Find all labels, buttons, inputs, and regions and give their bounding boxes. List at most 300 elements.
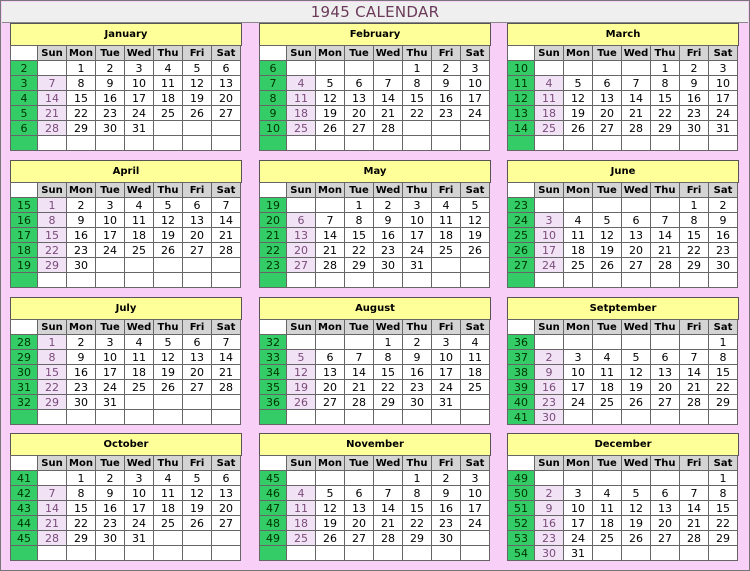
sunday-date-cell: 16 (535, 380, 564, 395)
sunday-date-cell: 27 (287, 258, 316, 273)
week-row (260, 106, 490, 121)
date-cell: 30 (96, 531, 125, 546)
date-cell: 23 (432, 516, 461, 531)
date-cell: 4 (432, 198, 461, 213)
date-cell: 12 (593, 228, 622, 243)
date-cell: 25 (154, 516, 183, 531)
week-number: 47 (260, 501, 287, 516)
weekday-label: Mon (67, 320, 96, 335)
empty-cell (461, 546, 490, 561)
weekday-label: Thu (651, 46, 680, 61)
date-cell: 25 (125, 243, 154, 258)
week-number: 18 (11, 243, 38, 258)
date-cell: 21 (680, 516, 709, 531)
date-cell: 14 (212, 213, 241, 228)
week-row (508, 395, 738, 410)
date-cell: 30 (67, 258, 96, 273)
date-cell: 10 (564, 501, 593, 516)
date-cell: 21 (374, 106, 403, 121)
week-row (508, 516, 738, 531)
date-cell: 20 (622, 243, 651, 258)
date-cell: 20 (345, 516, 374, 531)
sunday-date-cell: 22 (38, 243, 67, 258)
weekday-label: Fri (432, 46, 461, 61)
date-cell: 31 (96, 395, 125, 410)
weekday-label: Mon (564, 183, 593, 198)
week-number (11, 410, 38, 425)
week-row (11, 91, 241, 106)
date-cell: 26 (316, 531, 345, 546)
sunday-date-cell: 11 (287, 501, 316, 516)
date-cell: 22 (651, 106, 680, 121)
week-row (508, 198, 738, 213)
date-cell: 2 (67, 198, 96, 213)
date-cell: 24 (709, 106, 738, 121)
weekday-label: Sat (461, 320, 490, 335)
date-cell: 24 (125, 106, 154, 121)
week-number: 45 (260, 471, 287, 486)
date-cell: 2 (709, 198, 738, 213)
week-number: 32 (260, 335, 287, 350)
date-cell: 24 (125, 516, 154, 531)
weekday-label: Fri (432, 320, 461, 335)
month-february (259, 23, 491, 141)
date-cell: 22 (709, 516, 738, 531)
week-row (260, 228, 490, 243)
date-cell: 15 (709, 365, 738, 380)
sunday-date-cell: 21 (38, 516, 67, 531)
week-row (260, 136, 490, 151)
empty-cell (125, 546, 154, 561)
date-cell: 1 (680, 198, 709, 213)
week-header-cell (11, 456, 38, 471)
week-number: 54 (508, 546, 535, 561)
empty-cell (154, 273, 183, 288)
week-number: 21 (260, 228, 287, 243)
date-cell: 28 (316, 258, 345, 273)
date-cell: 6 (593, 76, 622, 91)
empty-cell (183, 531, 212, 546)
sunday-date-cell: 1 (38, 198, 67, 213)
week-number (260, 136, 287, 151)
month-table (10, 455, 241, 561)
date-cell: 23 (67, 243, 96, 258)
date-cell: 2 (67, 335, 96, 350)
week-number: 51 (508, 501, 535, 516)
week-row (508, 121, 738, 136)
empty-cell (212, 273, 241, 288)
date-cell: 7 (212, 335, 241, 350)
empty-cell (593, 471, 622, 486)
month-table (259, 319, 490, 425)
date-cell: 18 (593, 516, 622, 531)
date-cell: 16 (432, 91, 461, 106)
date-cell: 12 (622, 501, 651, 516)
date-cell: 12 (461, 213, 490, 228)
weekday-header-row (260, 320, 490, 335)
empty-cell (709, 546, 738, 561)
date-cell: 15 (67, 501, 96, 516)
sunday-date-cell: 12 (287, 365, 316, 380)
week-row (11, 273, 241, 288)
empty-cell (212, 546, 241, 561)
weekday-label: Thu (154, 46, 183, 61)
week-number: 27 (508, 258, 535, 273)
date-cell: 8 (374, 350, 403, 365)
date-cell: 11 (125, 350, 154, 365)
weekday-label: Fri (183, 183, 212, 198)
month-setptember (507, 297, 739, 424)
weekday-label: Mon (316, 320, 345, 335)
date-cell: 5 (316, 76, 345, 91)
empty-cell (154, 258, 183, 273)
weekday-label: Wed (622, 320, 651, 335)
date-cell: 7 (622, 76, 651, 91)
page-title: 1945 CALENDAR (2, 2, 748, 23)
date-cell: 16 (432, 501, 461, 516)
empty-cell (287, 410, 316, 425)
date-cell: 6 (651, 350, 680, 365)
date-cell: 10 (709, 76, 738, 91)
week-row (11, 395, 241, 410)
date-cell: 29 (709, 395, 738, 410)
date-cell: 13 (183, 213, 212, 228)
empty-cell (432, 258, 461, 273)
date-cell: 28 (212, 380, 241, 395)
date-cell: 26 (183, 516, 212, 531)
date-cell: 8 (680, 213, 709, 228)
week-row (260, 486, 490, 501)
week-row (508, 136, 738, 151)
date-cell: 31 (709, 121, 738, 136)
empty-cell (212, 531, 241, 546)
date-cell: 20 (183, 365, 212, 380)
date-cell: 21 (374, 516, 403, 531)
week-header-cell (508, 46, 535, 61)
month-table (259, 182, 490, 288)
week-number: 7 (260, 76, 287, 91)
week-number: 11 (508, 76, 535, 91)
week-number: 9 (260, 106, 287, 121)
date-cell: 2 (403, 335, 432, 350)
week-number: 13 (508, 106, 535, 121)
empty-cell (564, 410, 593, 425)
empty-cell (535, 273, 564, 288)
date-cell: 18 (593, 380, 622, 395)
date-cell: 10 (461, 486, 490, 501)
date-cell: 22 (345, 243, 374, 258)
date-cell: 15 (680, 228, 709, 243)
empty-cell (374, 546, 403, 561)
date-cell: 11 (154, 76, 183, 91)
date-cell: 7 (680, 350, 709, 365)
date-cell: 7 (680, 486, 709, 501)
date-cell: 29 (345, 258, 374, 273)
date-cell: 17 (96, 228, 125, 243)
empty-cell (67, 273, 96, 288)
date-cell: 27 (212, 106, 241, 121)
empty-cell (622, 471, 651, 486)
date-cell: 24 (564, 531, 593, 546)
week-number: 12 (508, 91, 535, 106)
date-cell: 19 (593, 243, 622, 258)
week-row (11, 61, 241, 76)
week-row (260, 531, 490, 546)
month-header: March (507, 23, 739, 46)
date-cell: 4 (154, 61, 183, 76)
date-cell: 15 (651, 91, 680, 106)
date-cell: 4 (125, 335, 154, 350)
date-cell: 9 (96, 486, 125, 501)
weekday-label: Fri (680, 456, 709, 471)
week-header-cell (260, 183, 287, 198)
sunday-date-cell: 8 (38, 213, 67, 228)
weekday-label: Mon (67, 46, 96, 61)
date-cell: 28 (374, 121, 403, 136)
weekday-label: Fri (183, 456, 212, 471)
weekday-label: Sat (461, 456, 490, 471)
week-row (11, 365, 241, 380)
date-cell: 5 (154, 335, 183, 350)
date-cell: 14 (622, 91, 651, 106)
week-row (260, 365, 490, 380)
date-cell: 14 (316, 228, 345, 243)
date-cell: 1 (651, 61, 680, 76)
date-cell: 20 (651, 516, 680, 531)
week-number: 4 (11, 91, 38, 106)
date-cell: 30 (374, 258, 403, 273)
week-row (508, 258, 738, 273)
empty-cell (212, 121, 241, 136)
date-cell: 12 (564, 91, 593, 106)
date-cell: 17 (564, 516, 593, 531)
empty-cell (96, 410, 125, 425)
sunday-date-cell: 25 (535, 121, 564, 136)
sunday-date-cell: 15 (38, 365, 67, 380)
weekday-label: Wed (622, 46, 651, 61)
weekday-header-row (260, 46, 490, 61)
date-cell: 12 (622, 365, 651, 380)
date-cell: 2 (432, 61, 461, 76)
empty-cell (125, 258, 154, 273)
empty-cell (622, 410, 651, 425)
sunday-date-cell: 30 (535, 546, 564, 561)
date-cell: 24 (96, 243, 125, 258)
date-cell: 20 (651, 380, 680, 395)
date-cell: 7 (316, 213, 345, 228)
week-number: 44 (11, 516, 38, 531)
empty-cell (461, 410, 490, 425)
week-row (508, 243, 738, 258)
date-cell: 11 (564, 228, 593, 243)
empty-cell (432, 410, 461, 425)
sunday-date-cell: 28 (38, 121, 67, 136)
weekday-label: Mon (316, 46, 345, 61)
date-cell: 19 (564, 106, 593, 121)
date-cell: 28 (651, 258, 680, 273)
weekday-label: Tue (345, 183, 374, 198)
empty-cell (461, 273, 490, 288)
date-cell: 29 (709, 531, 738, 546)
date-cell: 31 (125, 121, 154, 136)
week-row (11, 243, 241, 258)
weekday-label: Sun (287, 46, 316, 61)
week-number: 31 (11, 380, 38, 395)
weekday-label: Sat (212, 320, 241, 335)
date-cell: 18 (125, 228, 154, 243)
empty-cell (345, 471, 374, 486)
date-cell: 22 (67, 106, 96, 121)
weekday-label: Thu (651, 320, 680, 335)
week-number: 14 (508, 121, 535, 136)
date-cell: 3 (432, 335, 461, 350)
sunday-date-cell: 23 (535, 395, 564, 410)
week-number: 40 (508, 395, 535, 410)
week-number: 24 (508, 213, 535, 228)
week-row (11, 76, 241, 91)
sunday-date-cell: 8 (38, 350, 67, 365)
week-number: 41 (508, 410, 535, 425)
date-cell: 25 (593, 531, 622, 546)
date-cell: 19 (183, 91, 212, 106)
empty-cell (622, 335, 651, 350)
date-cell: 30 (680, 121, 709, 136)
date-cell: 1 (374, 335, 403, 350)
date-cell: 6 (212, 471, 241, 486)
date-cell: 23 (374, 243, 403, 258)
week-number (260, 410, 287, 425)
date-cell: 31 (564, 546, 593, 561)
week-number: 39 (508, 380, 535, 395)
week-number: 50 (508, 486, 535, 501)
empty-cell (125, 395, 154, 410)
date-cell: 29 (374, 395, 403, 410)
date-cell: 25 (432, 243, 461, 258)
date-cell: 19 (622, 516, 651, 531)
week-header-cell (508, 320, 535, 335)
sunday-date-cell: 28 (38, 531, 67, 546)
date-cell: 15 (345, 228, 374, 243)
date-cell: 7 (651, 213, 680, 228)
week-row (11, 546, 241, 561)
date-cell: 10 (461, 76, 490, 91)
week-row (260, 258, 490, 273)
empty-cell (709, 136, 738, 151)
sunday-date-cell: 29 (38, 258, 67, 273)
empty-cell (212, 136, 241, 151)
date-cell: 20 (593, 106, 622, 121)
date-cell: 9 (403, 350, 432, 365)
empty-cell (622, 273, 651, 288)
empty-cell (374, 136, 403, 151)
empty-cell (67, 136, 96, 151)
weekday-label: Sun (287, 320, 316, 335)
date-cell: 26 (183, 106, 212, 121)
date-cell: 1 (403, 471, 432, 486)
empty-cell (461, 258, 490, 273)
empty-cell (154, 121, 183, 136)
date-cell: 16 (67, 365, 96, 380)
empty-cell (96, 136, 125, 151)
week-number: 26 (508, 243, 535, 258)
month-table (507, 319, 738, 425)
date-cell: 15 (403, 501, 432, 516)
date-cell: 23 (67, 380, 96, 395)
sunday-date-cell: 13 (287, 228, 316, 243)
month-november (259, 433, 491, 551)
date-cell: 19 (154, 228, 183, 243)
week-number: 41 (11, 471, 38, 486)
sunday-date-cell: 7 (38, 76, 67, 91)
date-cell: 2 (96, 471, 125, 486)
weekday-label: Fri (680, 320, 709, 335)
empty-cell (316, 136, 345, 151)
date-cell: 28 (374, 531, 403, 546)
sunday-date-cell: 14 (38, 501, 67, 516)
date-cell: 8 (709, 350, 738, 365)
empty-cell (287, 273, 316, 288)
date-cell: 4 (564, 213, 593, 228)
empty-cell (403, 136, 432, 151)
empty-cell (38, 410, 67, 425)
month-may (259, 160, 491, 278)
sunday-date-cell: 10 (535, 228, 564, 243)
week-row (11, 121, 241, 136)
date-cell: 9 (432, 76, 461, 91)
weekday-label: Tue (96, 183, 125, 198)
month-header: December (507, 433, 739, 456)
empty-cell (680, 471, 709, 486)
date-cell: 17 (96, 365, 125, 380)
weekday-label: Sun (38, 183, 67, 198)
week-row (508, 335, 738, 350)
empty-cell (622, 198, 651, 213)
empty-cell (96, 258, 125, 273)
week-number: 2 (11, 61, 38, 76)
date-cell: 23 (709, 243, 738, 258)
week-row (11, 213, 241, 228)
sunday-date-cell: 18 (287, 106, 316, 121)
date-cell: 22 (680, 243, 709, 258)
date-cell: 17 (403, 228, 432, 243)
date-cell: 5 (316, 486, 345, 501)
week-header-cell (508, 456, 535, 471)
date-cell: 2 (96, 61, 125, 76)
empty-cell (651, 546, 680, 561)
empty-cell (38, 136, 67, 151)
date-cell: 8 (709, 486, 738, 501)
date-cell: 5 (183, 61, 212, 76)
date-cell: 20 (212, 501, 241, 516)
date-cell: 1 (67, 61, 96, 76)
week-row (260, 91, 490, 106)
empty-cell (316, 273, 345, 288)
date-cell: 17 (125, 91, 154, 106)
empty-cell (432, 273, 461, 288)
week-row (508, 501, 738, 516)
sunday-date-cell: 11 (287, 91, 316, 106)
sunday-date-cell: 25 (287, 121, 316, 136)
date-cell: 24 (564, 395, 593, 410)
date-cell: 11 (154, 486, 183, 501)
date-cell: 13 (593, 91, 622, 106)
week-number: 34 (260, 365, 287, 380)
empty-cell (403, 546, 432, 561)
date-cell: 20 (212, 91, 241, 106)
month-december (507, 433, 739, 560)
date-cell: 29 (680, 258, 709, 273)
weekday-label: Wed (125, 456, 154, 471)
